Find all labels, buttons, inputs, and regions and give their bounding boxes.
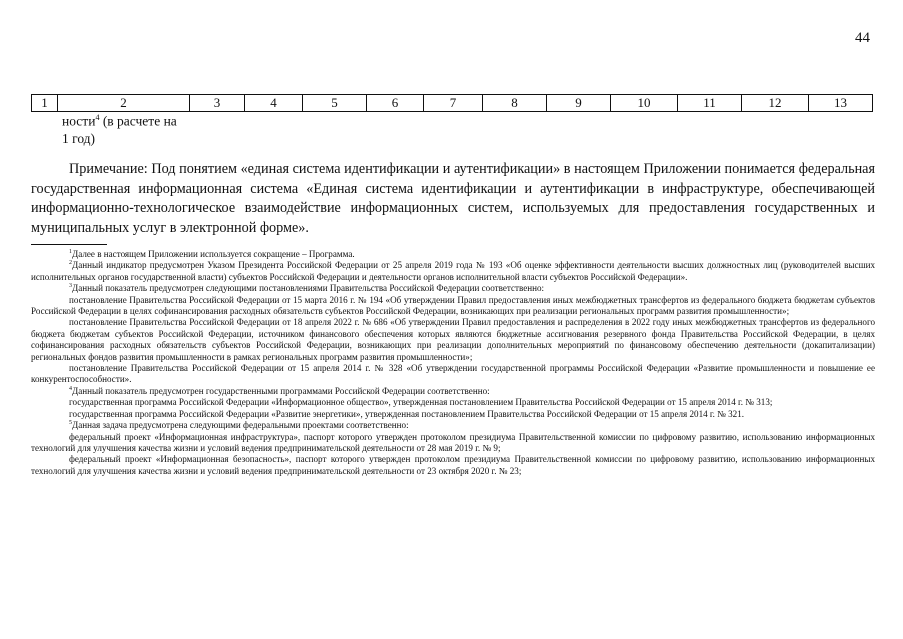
footnote-text: федеральный проект «Информационная безопасность», паспорт которого утвержден протоколом президиума Правительственной комиссии по цифровому развитию, использованию информационных технологий для улучшения качества жизни и условий ведения предпринимательской деятельности от 23 октября 2020 г. № 23; [31, 454, 875, 476]
footnote-divider [31, 244, 107, 245]
column-number-cell: 3 [190, 95, 245, 112]
column-number-cell: 4 [245, 95, 303, 112]
footnote [31, 295, 875, 318]
footnote-marker: 4 [69, 385, 72, 392]
footnote-text: государственная программа Российской Федерации «Развитие энергетики», утвержденная постановлением Правительства Российской Федерации от 15 апреля 2014 г. № 321. [69, 408, 745, 419]
column-number-cell: 9 [547, 95, 611, 112]
footnote [31, 432, 875, 455]
table-continuation-text [62, 109, 177, 147]
footnotes [31, 249, 875, 477]
footnote-text: постановление Правительства Российской Федерации от 15 апреля 2014 г. № 328 «Об утверждении государственной программы Российской Федерации «Развитие промышленности и повышение ее конкурентоспособности». [31, 363, 875, 385]
footnote [31, 386, 875, 397]
footnote-text: постановление Правительства Российской Федерации от 15 марта 2016 г. № 194 «Об утверждении Правил предоставления иных межбюджетных трансфертов из федерального бюджета бюджетам субъектов Российской Федерации в целях софинансирования расходных обязательств субъектов Российской Федерации, возникающих при реализации региональных программ развития промышленности»; [31, 294, 875, 317]
footnote-text: Далее в настоящем Приложении используется сокращение – Программа. [72, 249, 355, 259]
footnote-text: Данная задача предусмотрена следующими федеральными проектами соответственно: [72, 420, 409, 431]
footnote-text: федеральный проект «Информационная инфраструктура», паспорт которого утвержден протоколом президиума Правительственной комиссии по цифровому развитию, использованию информационных технологий для улучшения качества жизни и условий ведения предпринимательской деятельности от 28 мая 2019 г. № 9; [31, 431, 875, 453]
footnote-text: Данный индикатор предусмотрен Указом Президента Российской Федерации от 25 апреля 2019 года № 193 «Об оценке эффективности деятельности высших должностных лиц (руководителей высших исполнительных органов государственной власти) субъектов Российской Федерации и деятельности органов исполнительной власти субъектов Российской Федерации». [31, 260, 875, 282]
footnote-text: Данный показатель предусмотрен государственными программами Российской Федерации соответственно: [72, 385, 490, 396]
footnote [31, 283, 875, 294]
footnote-marker: 5 [69, 420, 72, 427]
footnote-text: постановление Правительства Российской Федерации от 18 апреля 2022 г. № 686 «Об утверждении Правил предоставления и распределения в 2022 году иных межбюджетных трансфертов из федерального бюджета бюджетам субъектов Российской Федерации, источником финансового обеспечения которых являются бюджетные ассигнования резервного фонда Правительства Российской Федерации, в целях софинансирования расходных обязательств субъектов Российской Федерации, возникающих при реализации дополнительных мероприятий по финансовому обеспечению деятельности (докапитализации) региональных фондов развития промышленности в рамках региональных программ развития промышленности»; [31, 317, 875, 362]
footnote-marker: 1 [69, 248, 72, 255]
continuation-fragment: ности [62, 113, 96, 129]
page-number: 44 [855, 30, 870, 46]
footnote [31, 420, 875, 431]
footnote-ref: 4 [95, 113, 100, 122]
footnote [31, 249, 875, 260]
continuation-line: 1 год) [62, 130, 96, 146]
footnote [31, 363, 875, 386]
column-number-cell: 11 [678, 95, 742, 112]
footnote [31, 260, 875, 283]
footnote-marker: 3 [69, 283, 72, 290]
column-number-cell: 8 [483, 95, 547, 112]
footnote [31, 409, 875, 420]
footnote [31, 397, 875, 408]
footnote-text: государственная программа Российской Федерации «Информационное общество», утвержденная постановлением Правительства Российской Федерации от 15 апреля 2014 г. № 313; [69, 397, 773, 408]
column-number-cell: 2 [58, 95, 190, 112]
footnote-text: Данный показатель предусмотрен следующими постановлениями Правительства Российской Федерации соответственно: [72, 283, 545, 294]
column-number-cell: 1 [32, 95, 58, 112]
column-number-cell: 12 [742, 95, 809, 112]
continuation-fragment: (в расчете на [99, 113, 177, 129]
footnote [31, 317, 875, 363]
continuation-line [62, 109, 177, 130]
column-number-cell: 5 [303, 95, 367, 112]
footnote [31, 454, 875, 477]
column-number-cell: 10 [611, 95, 678, 112]
footnote-marker: 2 [69, 260, 72, 267]
column-number-cell: 13 [809, 95, 873, 112]
column-number-cell: 7 [424, 95, 483, 112]
column-number-cell: 6 [367, 95, 424, 112]
note-paragraph: Примечание: Под понятием «единая система идентификации и аутентификации» в настоящем Приложении понимается федеральная государственная информационная система «Единая система идентификации и аутентификации в инфраструктуре, обеспечивающей информационно-технологическое взаимодействие информационных систем, используемых для предоставления государственных и муниципальных услуг в электронной форме». [31, 161, 875, 236]
